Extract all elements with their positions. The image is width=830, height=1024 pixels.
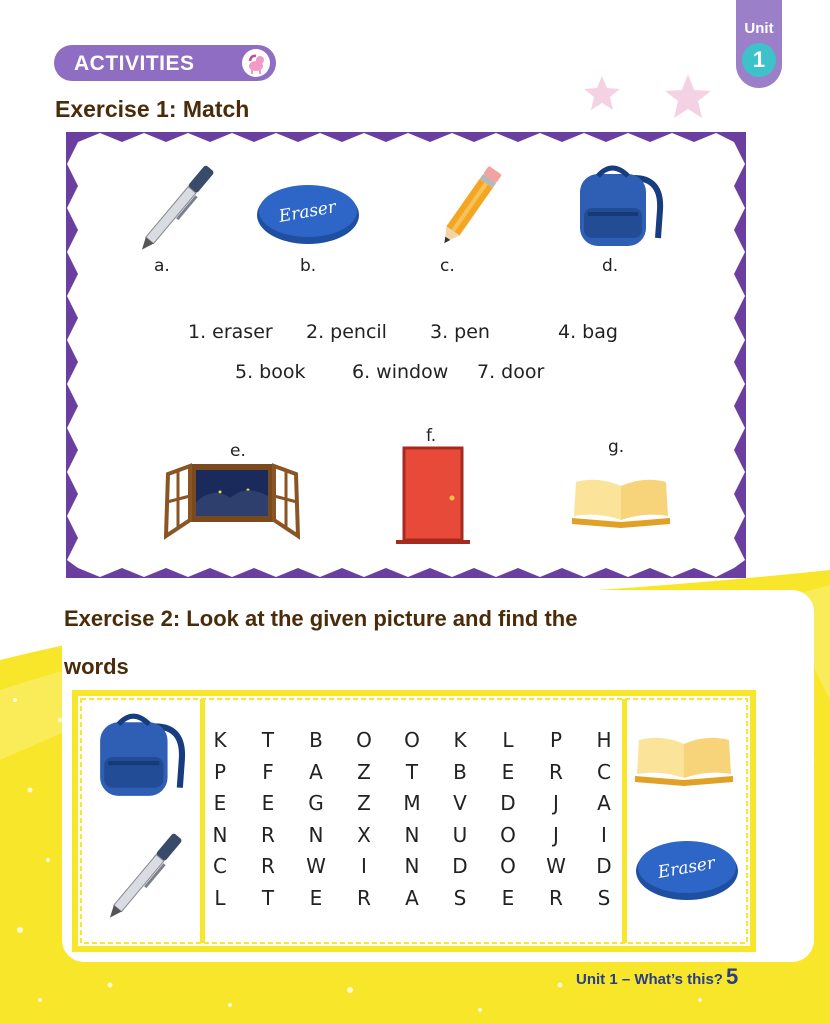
- grid-letter: A: [597, 791, 611, 815]
- grid-letter: P: [213, 759, 227, 784]
- picture-label-f: f.: [426, 426, 437, 446]
- grid-letter: I: [601, 822, 607, 847]
- grid-letter: E: [501, 885, 515, 910]
- grid-letter: T: [261, 728, 275, 752]
- grid-letter: S: [597, 885, 611, 910]
- grid-letter: B: [453, 759, 467, 784]
- grid-letter: A: [405, 885, 419, 910]
- grid-letter: N: [212, 822, 228, 847]
- word-search-grid: [200, 728, 620, 928]
- word-5: 5. book: [235, 361, 306, 383]
- grid-letter: R: [549, 759, 563, 784]
- page-footer: [576, 964, 738, 990]
- grid-letter: L: [502, 728, 514, 752]
- door-icon: [394, 446, 472, 546]
- book-icon: [630, 734, 738, 790]
- exercise2-title-line2: words: [64, 654, 129, 679]
- grid-letter: R: [549, 885, 563, 910]
- eraser-text: Eraser: [656, 853, 717, 883]
- grid-letter: F: [262, 759, 274, 784]
- grid-letter: V: [453, 791, 467, 815]
- grid-letter: U: [452, 822, 468, 847]
- picture-label-d: d.: [602, 256, 619, 276]
- grid-letter: T: [261, 885, 275, 910]
- exercise2-title-line1: Exercise 2: Look at the given picture and find the: [64, 606, 578, 631]
- backpack-icon: [574, 160, 666, 252]
- grid-letter: A: [309, 759, 323, 784]
- picture-label-c: c.: [440, 256, 455, 276]
- word-6: 6. window: [352, 361, 449, 383]
- grid-letter: D: [452, 854, 468, 878]
- picture-label-e: e.: [230, 441, 246, 461]
- grid-letter: C: [597, 759, 611, 784]
- grid-letter: L: [214, 885, 226, 910]
- grid-letter: E: [261, 791, 275, 815]
- pen-icon: [96, 824, 192, 930]
- grid-letter: K: [453, 728, 467, 752]
- backpack-icon: [94, 708, 188, 802]
- eraser-icon: [255, 180, 361, 246]
- word-2: 2. pencil: [306, 321, 387, 343]
- grid-letter: K: [213, 728, 227, 752]
- grid-letter: O: [356, 728, 372, 752]
- grid-letter: S: [453, 885, 467, 910]
- grid-letter: G: [308, 791, 324, 815]
- grid-letter: X: [357, 822, 371, 847]
- picture-label-a: a.: [154, 256, 170, 276]
- grid-letter: O: [500, 854, 516, 878]
- unit-tab-label: Unit: [744, 20, 774, 37]
- activities-banner: [54, 45, 276, 81]
- unit-number-badge: 1: [742, 43, 776, 77]
- grid-letter: D: [500, 791, 516, 815]
- word-3: 3. pen: [430, 321, 490, 343]
- footer-text: Unit 1 – What’s this?: [576, 971, 723, 988]
- eraser-icon: [634, 836, 740, 902]
- grid-letter: C: [213, 854, 227, 878]
- grid-letter: E: [213, 791, 227, 815]
- star-icon: [584, 76, 620, 110]
- star-icon: [665, 74, 711, 118]
- book-icon: [568, 476, 674, 532]
- unit-tab: [736, 0, 782, 88]
- grid-letter: Z: [357, 759, 371, 784]
- grid-letter: W: [546, 854, 566, 878]
- grid-letter: J: [553, 791, 559, 815]
- grid-letter: O: [404, 728, 420, 752]
- stars-decoration: [580, 72, 730, 132]
- grid-letter: W: [306, 854, 326, 878]
- grid-letter: M: [403, 791, 421, 815]
- grid-letter: R: [261, 854, 275, 878]
- activities-label: ACTIVITIES: [74, 52, 195, 75]
- word-4: 4. bag: [558, 321, 618, 343]
- grid-letter: I: [361, 854, 367, 878]
- grid-letter: Z: [357, 791, 371, 815]
- grid-letter: N: [404, 822, 420, 847]
- grid-letter: T: [405, 759, 419, 784]
- word-1: 1. eraser: [188, 321, 273, 343]
- grid-letter: J: [553, 822, 559, 847]
- pencil-icon: [433, 162, 505, 254]
- page-number: 5: [725, 964, 739, 989]
- grid-letter: E: [309, 885, 323, 910]
- grid-letter: E: [501, 759, 515, 784]
- grid-letter: R: [357, 885, 371, 910]
- pen-icon: [128, 156, 224, 262]
- eraser-text: Eraser: [277, 197, 338, 227]
- window-icon: [164, 462, 300, 540]
- grid-letter: H: [596, 728, 612, 752]
- grid-letter: O: [500, 822, 516, 847]
- word-7: 7. door: [477, 361, 545, 383]
- grid-letter: N: [308, 822, 324, 847]
- grid-letter: B: [309, 728, 323, 752]
- grid-letter: D: [596, 854, 612, 878]
- grid-letter: N: [404, 854, 420, 878]
- pony-icon: [242, 49, 270, 77]
- exercise1-title: Exercise 1: Match: [55, 96, 250, 122]
- picture-label-g: g.: [608, 437, 625, 457]
- picture-label-b: b.: [300, 256, 317, 276]
- grid-letter: R: [261, 822, 275, 847]
- grid-letter: P: [549, 728, 563, 752]
